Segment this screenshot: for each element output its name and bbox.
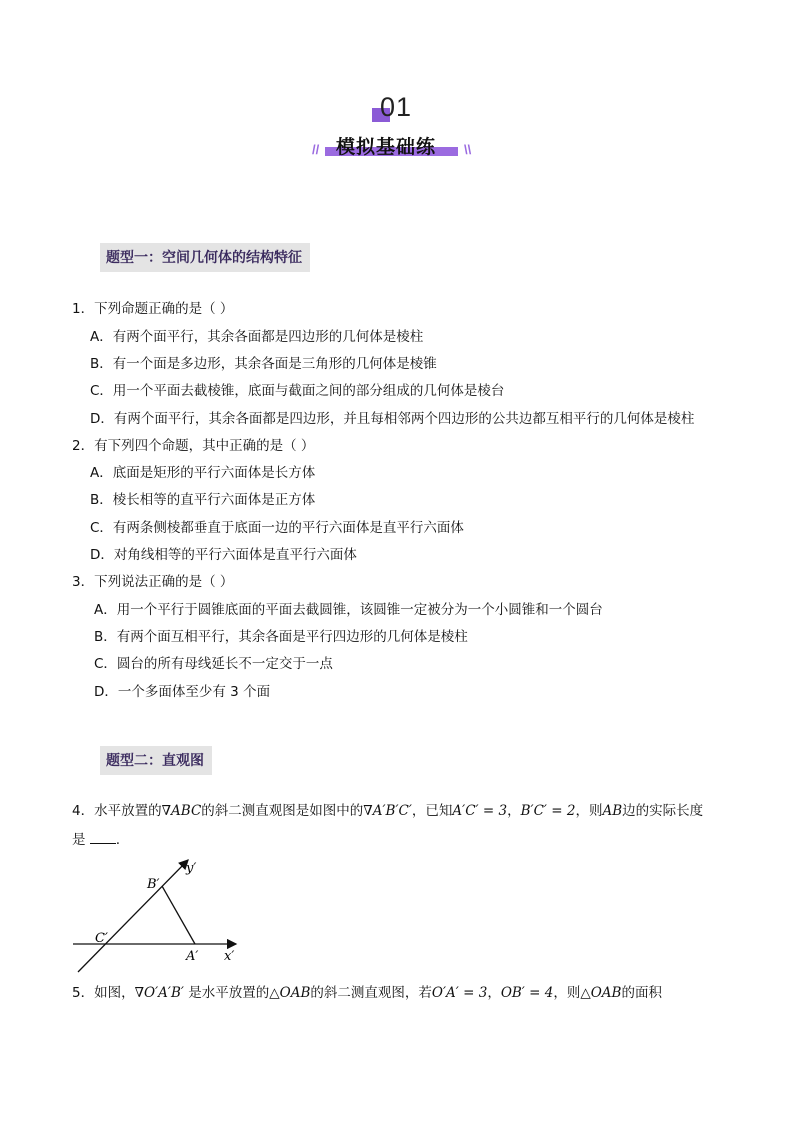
question-option: C．用一个平面去截棱锥，底面与截面之间的部分组成的几何体是棱台 xyxy=(90,383,505,399)
q5-math: △OAB xyxy=(269,985,311,1001)
q4-text: ，已知 xyxy=(411,803,453,819)
label-a-prime: A′ xyxy=(186,949,199,964)
question-option: A．有两个面平行，其余各面都是四边形的几何体是棱柱 xyxy=(90,329,424,345)
question-option: B．有一个面是多边形，其余各面是三角形的几何体是棱锥 xyxy=(90,356,437,372)
question-option: D．对角线相等的平行六面体是直平行六面体 xyxy=(90,547,357,563)
y-axis xyxy=(78,860,188,972)
q4-text: 4．水平放置的 xyxy=(72,803,162,819)
question-option: D．一个多面体至少有 3 个面 xyxy=(94,684,271,700)
q4-math: ∇ABC xyxy=(161,803,202,819)
q5-text: 的斜二测直观图，若 xyxy=(310,985,432,1001)
label-y-prime: y′ xyxy=(186,861,197,876)
q5-text: ， xyxy=(487,985,501,1001)
oblique-projection-figure xyxy=(68,852,248,976)
header-left-deco: // xyxy=(312,142,320,157)
q4-math: B′C′ = 2 xyxy=(520,803,576,819)
q5-text: 5．如图， xyxy=(72,985,135,1001)
q4-text: 是 xyxy=(72,832,90,848)
answer-blank xyxy=(90,830,116,844)
header-number: 01 xyxy=(380,92,413,122)
q4-math: A′C′ = 3 xyxy=(452,803,508,819)
q5-text: ，则 xyxy=(553,985,581,1001)
question-option: D．有两个面平行，其余各面都是四边形，并且每相邻两个四边形的公共边都互相平行的几何体是棱柱 xyxy=(90,411,695,427)
label-x-prime: x′ xyxy=(224,949,235,964)
q4-text: 边的实际长度 xyxy=(622,803,704,819)
q4-text: . xyxy=(115,832,121,848)
question-5-line-1 xyxy=(72,984,662,1002)
q5-text: 的面积 xyxy=(621,985,662,1001)
q4-text: ， xyxy=(507,803,521,819)
q4-text: 的斜二测直观图是如图中的 xyxy=(201,803,364,819)
section-title: 题型二：直观图 xyxy=(100,746,212,775)
question-option: A．底面是矩形的平行六面体是长方体 xyxy=(90,465,316,481)
section-title: 题型一：空间几何体的结构特征 xyxy=(100,243,310,272)
q5-math: O′A′ = 3 xyxy=(431,985,488,1001)
question-stem: 2．有下列四个命题，其中正确的是（ ） xyxy=(72,438,315,454)
q5-math: ∇O′A′B′ xyxy=(134,985,184,1001)
question-option: B．棱长相等的直平行六面体是正方体 xyxy=(90,492,316,508)
q5-math: △OAB xyxy=(580,985,622,1001)
q5-math: OB′ = 4 xyxy=(500,985,554,1001)
label-b-prime: B′ xyxy=(147,877,160,892)
question-option: A．用一个平行于圆锥底面的平面去截圆锥，该圆锥一定被分为一个小圆锥和一个圆台 xyxy=(94,602,603,618)
question-4-line-2 xyxy=(72,830,120,849)
q4-math: ∇A′B′C′ xyxy=(363,803,412,819)
question-option: B．有两个面互相平行，其余各面是平行四边形的几何体是棱柱 xyxy=(94,629,468,645)
q4-text: ，则 xyxy=(575,803,603,819)
q4-math: AB xyxy=(602,803,623,819)
question-option: C．有两条侧棱都垂直于底面一边的平行六面体是直平行六面体 xyxy=(90,520,464,536)
header-right-deco: \\ xyxy=(464,142,472,157)
question-stem: 1．下列命题正确的是（ ） xyxy=(72,301,234,317)
q5-text: 是水平放置的 xyxy=(183,985,270,1001)
label-c-prime: C′ xyxy=(95,931,108,946)
segment-b-a xyxy=(162,886,195,944)
header-title: 模拟基础练 xyxy=(336,136,437,158)
question-4-line-1 xyxy=(72,802,703,820)
question-option: C．圆台的所有母线延长不一定交于一点 xyxy=(94,656,333,672)
question-stem: 3．下列说法正确的是（ ） xyxy=(72,574,234,590)
